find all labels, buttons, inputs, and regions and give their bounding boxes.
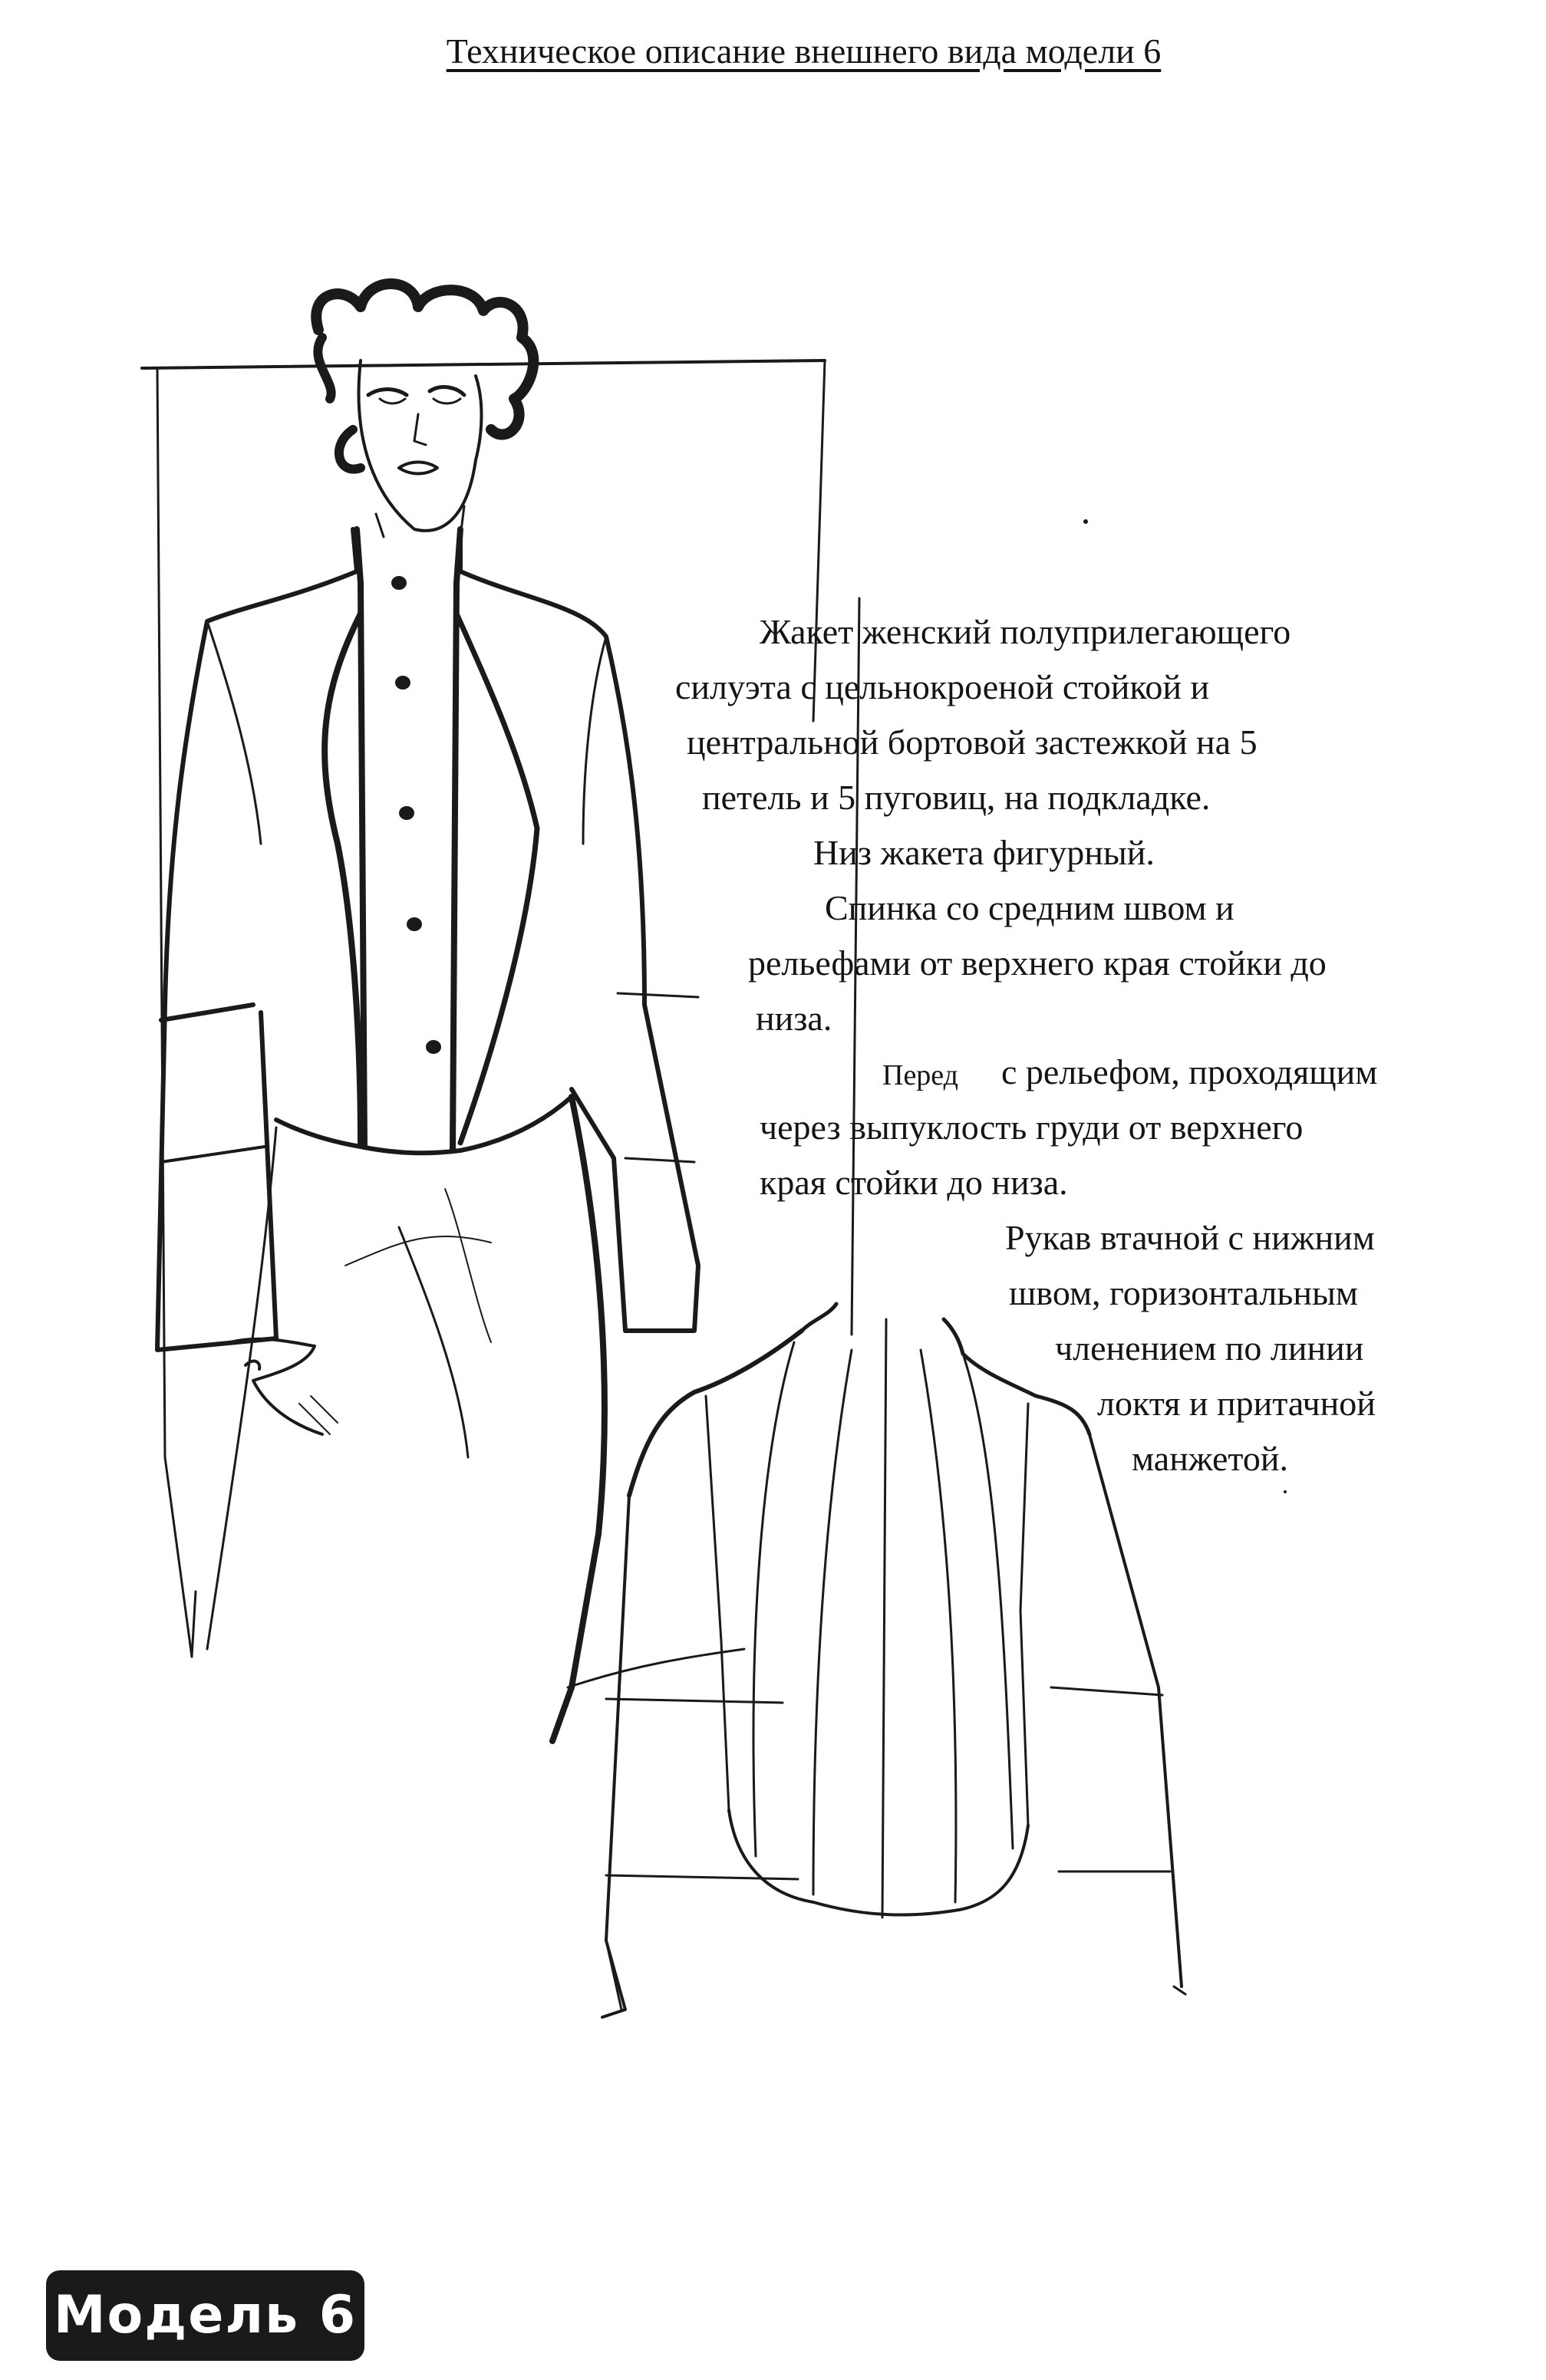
description-line: манжетой. bbox=[1132, 1439, 1289, 1478]
description-line: Рукав втачной с нижним bbox=[1005, 1218, 1375, 1257]
page-title: Техническое описание внешнего вида модели 6 bbox=[446, 31, 1162, 71]
description-line: края стойки до низа. bbox=[760, 1163, 1068, 1202]
description-label-front: Перед bbox=[882, 1059, 959, 1091]
description-line: Спинка со средним швом и bbox=[825, 888, 1234, 927]
description-line: Низ жакета фигурный. bbox=[813, 833, 1155, 872]
description-line: центральной бортовой застежкой на 5 bbox=[687, 723, 1258, 762]
model-badge: Модель 6 bbox=[46, 2270, 364, 2361]
description-line: локтя и притачной bbox=[1097, 1384, 1376, 1423]
description-line: силуэта с цельнокроеной стойкой и bbox=[675, 667, 1210, 706]
description-line: через выпуклость груди от верхнего bbox=[760, 1108, 1304, 1147]
description-line: швом, горизонтальным bbox=[1009, 1273, 1358, 1312]
description-line: членением по линии bbox=[1055, 1328, 1364, 1368]
description-line: рельефами от верхнего края стойки до bbox=[748, 943, 1327, 983]
description-line: низа. bbox=[756, 999, 832, 1038]
description-line: Жакет женский полуприлегающего bbox=[760, 612, 1291, 651]
description-line: с рельефом, проходящим bbox=[1001, 1052, 1378, 1091]
description-line: петель и 5 пуговиц, на подкладке. bbox=[702, 778, 1211, 817]
